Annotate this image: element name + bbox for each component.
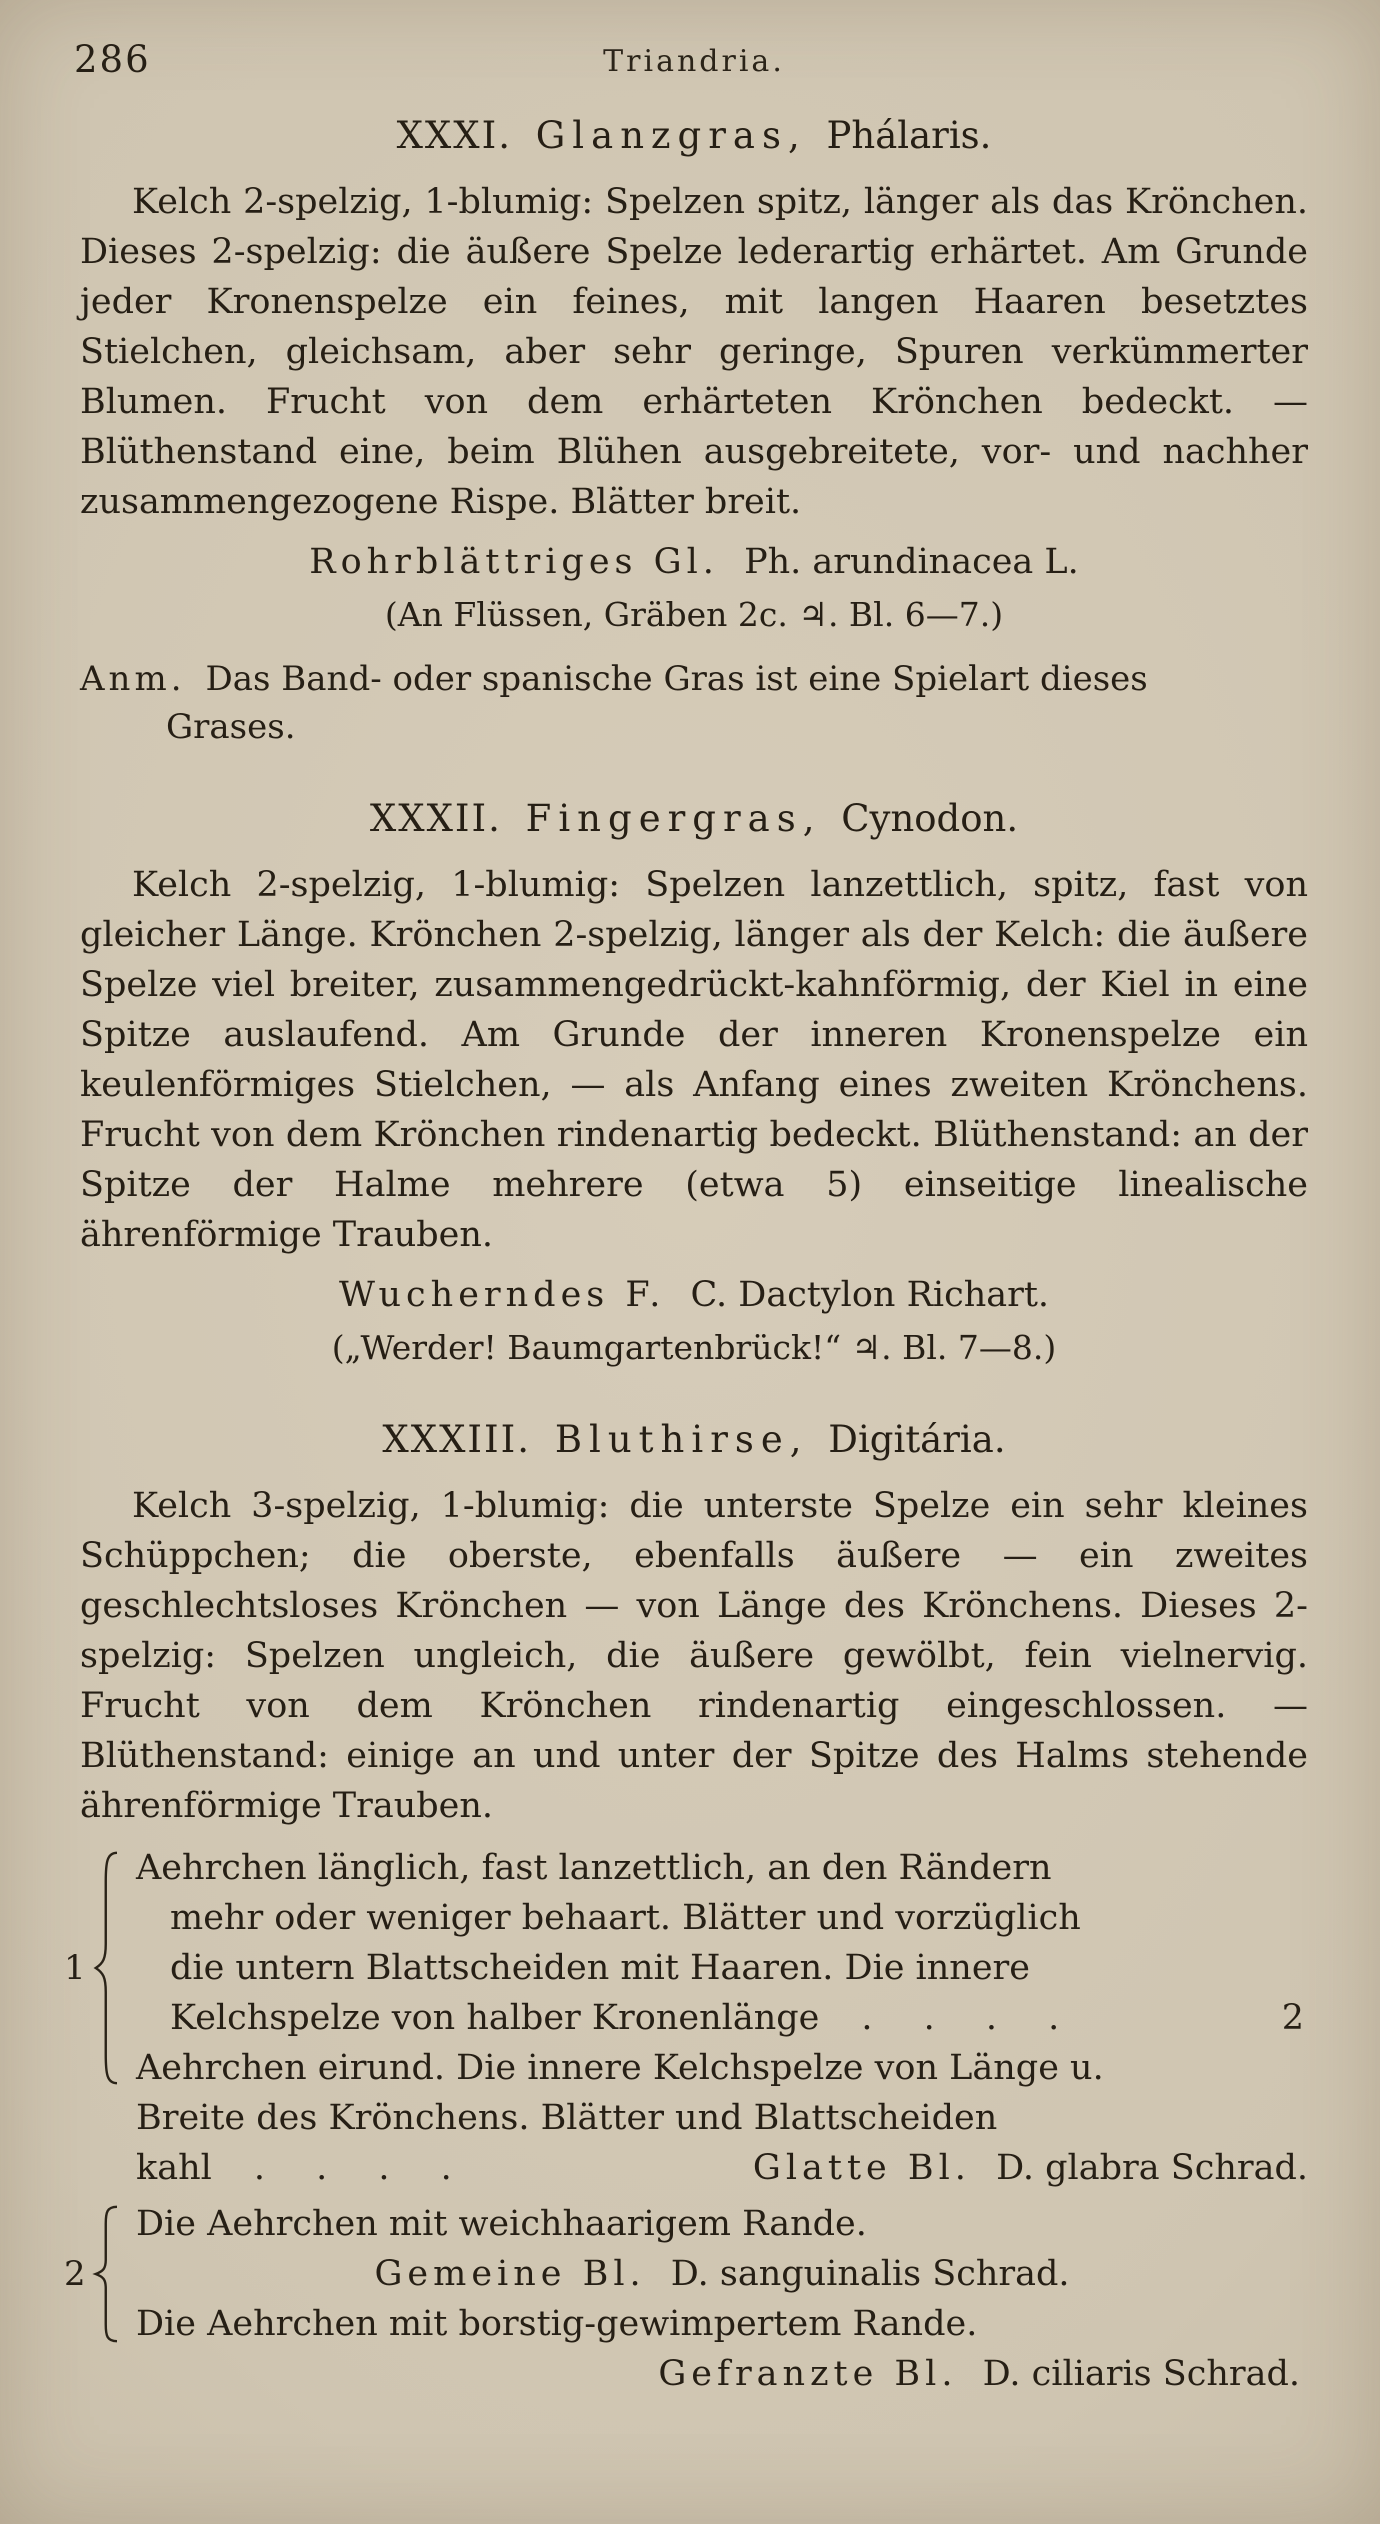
- key-result-line: [136, 2249, 1308, 2299]
- habitat-line: („Werder! Baumgartenbrück!“ ♃. Bl. 7—8.): [331, 1328, 1057, 1367]
- species-name-latin: C. Dactylon Richart.: [690, 1275, 1050, 1315]
- species-name-german: Glatte Bl.: [752, 2148, 971, 2188]
- section-heading: [80, 797, 1308, 840]
- key-line: die untern Blattscheiden mit Haaren. Die innere: [170, 1948, 1030, 1988]
- genus-name-german: Glanzgras,: [535, 114, 807, 157]
- section-bluthirse: [64, 1418, 1308, 2399]
- key-line: Die Aehrchen mit weichhaarigem Rande.: [136, 2204, 867, 2244]
- key-group-1-lines: [136, 1843, 1308, 2093]
- key-number: 2: [64, 2254, 86, 2294]
- key-group-1: [64, 1843, 1308, 2093]
- key-line: Aehrchen eirund. Die innere Kelchspelze von Länge u.: [136, 2048, 1104, 2088]
- key-result-line: [136, 2143, 1308, 2193]
- species-name-latin: Ph. arundinacea L.: [744, 542, 1079, 582]
- species-name-latin: D. ciliaris Schrad.: [982, 2354, 1300, 2394]
- species-line: [80, 1270, 1308, 1320]
- key-brace-icon: [92, 2199, 122, 2349]
- section-glanzgras: [80, 114, 1308, 751]
- section-fingergras: [80, 797, 1308, 1372]
- section-numeral: XXXIII.: [382, 1418, 532, 1461]
- key-line: Aehrchen länglich, fast lanzettlich, an den Rändern: [136, 1848, 1052, 1888]
- species-line: [80, 537, 1308, 587]
- running-head: Triandria.: [603, 44, 785, 79]
- section-numeral: XXXI.: [396, 114, 512, 157]
- key-number: 1: [64, 1948, 86, 1988]
- dots-leader: . . . .: [861, 1998, 1060, 2038]
- key-line: Breite des Krönchens. Blätter und Blattscheiden: [136, 2098, 998, 2138]
- genus-description: Kelch 3-spelzig, 1-blumig: die unterste Spelze ein sehr kleines Schüppchen; die oberste, ebenfalls äußere — ein zweites geschlechtsloses Krönchen — von Länge des Krönchens. Dieses 2-spelzig: Spelzen ungleich, die äußere gewölbt, fein vielnervig. Frucht von dem Krönchen rindenartig eingeschlossen. — Blüthenstand: einige an und unter der Spitze des Halms stehende ährenförmige Trauben.: [80, 1486, 1308, 1826]
- key-leader-line: [136, 1993, 1308, 2043]
- genus-name-latin: Cynodon.: [841, 797, 1019, 840]
- key-result-line: [136, 2349, 1308, 2399]
- species-name-latin: D. glabra Schrad.: [996, 2148, 1308, 2188]
- key-line: Die Aehrchen mit borstig-gewimpertem Rande.: [136, 2304, 978, 2344]
- key-group-2: [64, 2199, 1308, 2349]
- key-group-1-left: [64, 1843, 136, 2093]
- key-line: mehr oder weniger behaart. Blätter und vorzüglich: [170, 1898, 1081, 1938]
- species-name-german: Rohrblättriges Gl.: [309, 542, 719, 582]
- genus-name-latin: Phálaris.: [826, 114, 992, 157]
- page-header: [74, 34, 1308, 90]
- habitat-line: (An Flüssen, Gräben 2c. ♃. Bl. 6—7.): [384, 595, 1004, 634]
- key-line-lead: Kelchspelze von halber Kronenlänge: [170, 1998, 820, 2038]
- section-numeral: XXXII.: [369, 797, 502, 840]
- key-group-2-continuation: [136, 2349, 1308, 2399]
- key-line-lead: kahl: [136, 2148, 212, 2188]
- determination-key: [64, 1843, 1308, 2399]
- species-name-latin: D. sanguinalis Schrad.: [670, 2254, 1070, 2294]
- genus-name-german: Bluthirse,: [554, 1418, 809, 1461]
- key-group-1-continuation: [136, 2093, 1308, 2193]
- genus-name-latin: Digitária.: [828, 1418, 1006, 1461]
- species-name-german: Gemeine Bl.: [374, 2254, 646, 2294]
- key-target-number: 2: [1281, 1998, 1304, 2038]
- section-heading: [80, 1418, 1308, 1461]
- species-result: [753, 2143, 1308, 2193]
- genus-description: Kelch 2-spelzig, 1-blumig: Spelzen spitz, länger als das Krönchen. Dieses 2-spelzig: die äußere Spelze lederartig erhärtet. Am Grunde jeder Kronenspelze ein feines, mit langen Haaren besetztes Stielchen, gleichsam, aber sehr geringe, Spuren verkümmerter Blumen. Frucht von dem erhärteten Krönchen bedeckt. — Blüthenstand eine, beim Blühen ausgebreitete, vor- und nachher zusammengezogene Rispe. Blätter breit.: [80, 182, 1308, 522]
- annotation: [80, 655, 1256, 751]
- annotation-label: Anm.: [80, 659, 186, 699]
- dots-leader: . . . .: [253, 2148, 452, 2188]
- annotation-text: Das Band- oder spanische Gras ist eine Spielart dieses Grases.: [166, 659, 1148, 747]
- species-name-german: Gefranzte Bl.: [658, 2354, 958, 2394]
- genus-description: Kelch 2-spelzig, 1-blumig: Spelzen lanzettlich, spitz, fast von gleicher Länge. Krönchen 2-spelzig, länger als der Kelch: die äußere Spelze viel breiter, zusammengedrückt-kahnförmig, der Kiel in eine Spitze auslaufend. Am Grunde der inneren Kronenspelze ein keulenförmiges Stielchen, — als Anfang eines zweiten Krönchens. Frucht von dem Krönchen rindenartig bedeckt. Blüthenstand: an der Spitze der Halme mehrere (etwa 5) einseitige linealische ährenförmige Trauben.: [80, 865, 1308, 1255]
- key-group-2-left: [64, 2199, 136, 2349]
- species-name-german: Wucherndes F.: [338, 1275, 666, 1315]
- section-heading: [80, 114, 1308, 157]
- page-number: 286: [74, 38, 151, 81]
- key-brace-icon: [92, 1843, 122, 2093]
- key-group-2-lines: [136, 2199, 1308, 2349]
- genus-name-german: Fingergras,: [525, 797, 822, 840]
